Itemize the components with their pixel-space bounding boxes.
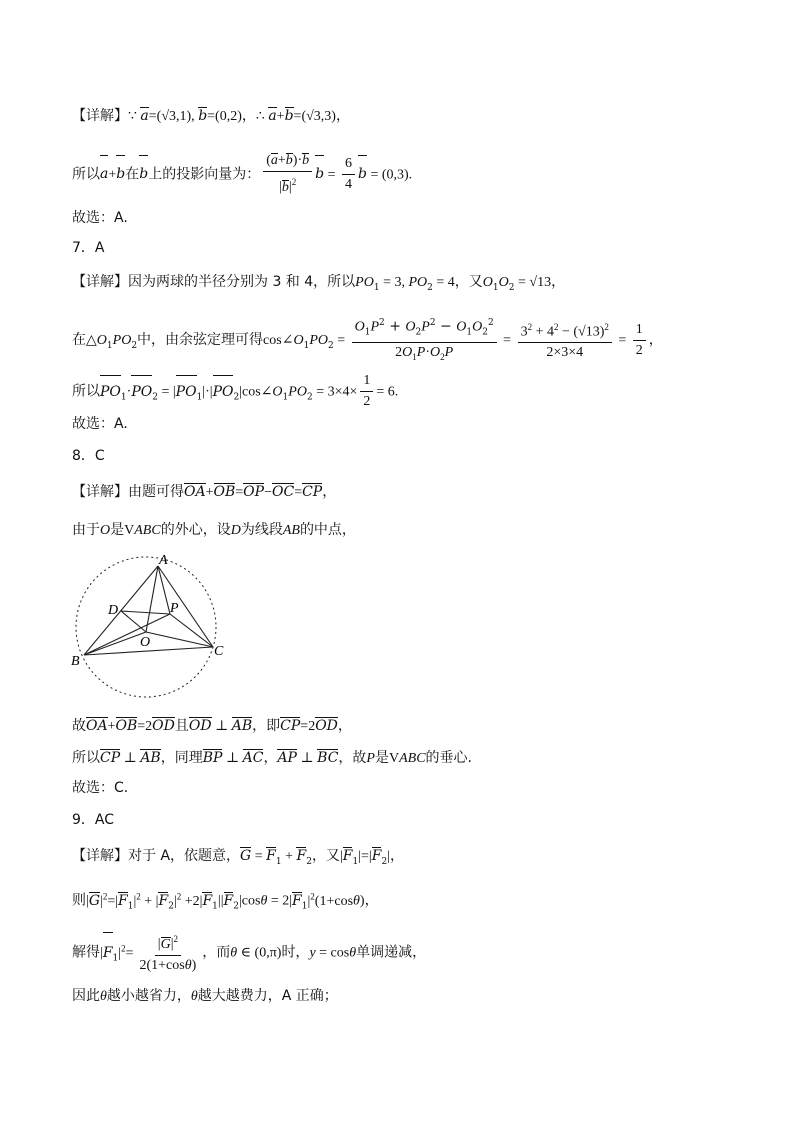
line-4: 7．A bbox=[72, 240, 105, 256]
line-15: 9．AC bbox=[72, 812, 115, 828]
label-o: O bbox=[140, 635, 151, 650]
label-c: C bbox=[214, 644, 224, 659]
line-19: 因此θ越小越省力，θ越大越费力，A 正确； bbox=[72, 988, 338, 1004]
line-14: 故选：C. bbox=[72, 780, 129, 796]
line-5: 【详解】因为两球的半径分别为 3 和 4，所以$PO_1 = 3$, $PO_2 = 4$，又$O_1O_2 = √13$， bbox=[72, 274, 566, 293]
line-7: 所以$PO_1\cdot PO_2$ = $|PO_1|\cdot|PO_2|\cos\angle O_1PO_2 = 3\times 4\times$ $\frac{1}{2}$ = 6. bbox=[72, 373, 399, 409]
label-d: D bbox=[108, 603, 119, 618]
line-16: 【详解】对于 A，依题意，$G = F_1 + F_2$，又$|F_1|=|F_2|$， bbox=[72, 848, 404, 867]
line-2: 所以a+b在b上的投影向量为： $\frac{(a+b)\cdot b}{|b|^2}$ b = $\frac{6}{4}$ b = (0,3). bbox=[72, 153, 413, 195]
detail-tag: 【详解】 bbox=[72, 108, 128, 124]
line-6: 在$\triangle O_1PO_2$中，由余弦定理可得$\cos\angle O_1PO_2$ = $\frac{O_1P^2 + O_2P^2 - O_1O_2^2}{2O_1P\cdot O_2P}$ = $\frac{3^2 + 4^2 - (√13)^2}{2\times 3\times 4}$ = $\frac{1}{2}$ ， bbox=[72, 314, 663, 368]
line-1: 【详解】∵ a=(√3,1), b=(0,2)，∴ a+b=(√3,3)， bbox=[72, 108, 350, 124]
segment-ap bbox=[158, 566, 170, 614]
segment-dp bbox=[121, 611, 170, 614]
segment-ac bbox=[158, 566, 213, 647]
circumcircle bbox=[76, 557, 216, 697]
line-11: 由于O是VABC的外心，设D为线段AB的中点， bbox=[72, 522, 356, 538]
line-3: 故选：A. bbox=[72, 210, 128, 226]
line-8: 故选：A. bbox=[72, 416, 128, 432]
line-18: 解得$|F_1|^2=$ $\frac{|G|^2}{2(1+\cos\theta)}$ ，而θ ∈ (0,π)时，y = cosθ单调递减， bbox=[72, 926, 426, 980]
circumcircle-figure bbox=[68, 552, 238, 702]
line-9: 8．C bbox=[72, 448, 105, 464]
line-13: 所以CP ⊥ AB，同理BP ⊥ AC，AP ⊥ BC，故P是VABC的垂心. bbox=[72, 750, 472, 766]
line-10: 【详解】由题可得OA+OB=OP−OC=CP， bbox=[72, 484, 337, 500]
segment-do bbox=[121, 611, 146, 632]
line-12: 故OA+OB=2OD且OD ⊥ AB，即CP=2OD， bbox=[72, 718, 352, 734]
label-p: P bbox=[170, 601, 179, 616]
label-a: A bbox=[159, 553, 168, 568]
line-17: 则$|G|^2=|F_1|^2 + |F_2|^2 +2|F_1||F_2|\cos\theta = 2|F_1|^2(1+\cos\theta)$， bbox=[72, 891, 379, 912]
projection-fraction: $\frac{(a+b)\cdot b}{|b|^2}$ bbox=[263, 152, 312, 197]
label-b: B bbox=[71, 654, 80, 669]
